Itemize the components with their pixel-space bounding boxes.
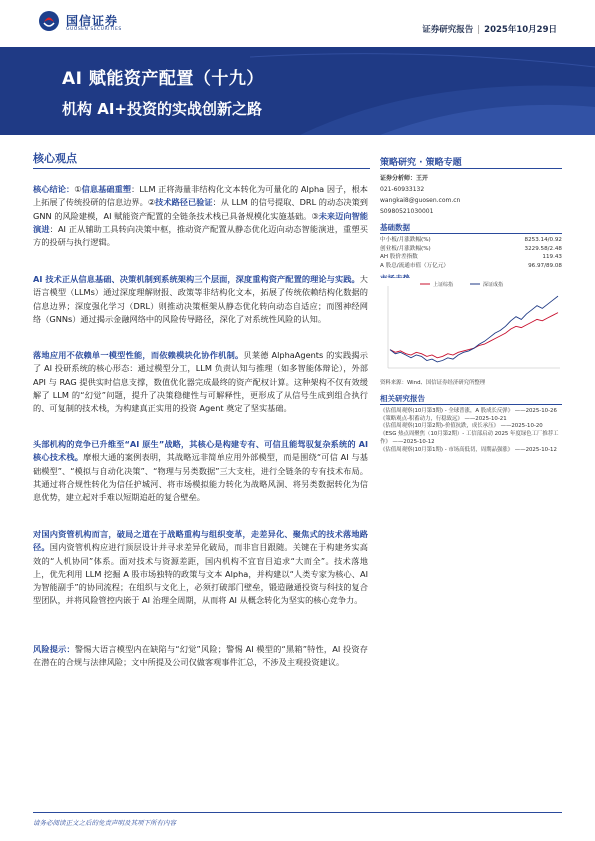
paragraph-body: 贝莱德 AlphaAgents 的实践揭示了 AI 投研系统的核心形态：通过模型分工，LLM 负责认知与推理（如多智能体辩论），外部 API 与 RAG 提供实时信息支撑，数值优化器完成最终的资产配权计算。这种架构不仅有效缓解了 LLM 的“幻觉”问题，提升了决策稳健性与可解释性，更形成了从信号生成到组合执行的、可复制的技术栈，为构建真正实用的投资 Agent 奠定了坚实基础。 xyxy=(33,350,368,414)
banner-wave-decoration xyxy=(0,47,595,135)
market-trend-chart xyxy=(380,278,564,376)
report-title: AI 赋能资产配置（十九） xyxy=(62,69,264,89)
row-label: AH 股价差指数 xyxy=(380,254,418,260)
footer-disclaimer: 请务必阅读正文之后的免责声明及其项下所有内容 xyxy=(33,819,176,827)
logo-english-text: GUOSEN SECURITIES xyxy=(66,27,122,32)
related-item[interactable]: 《估值周观察(10月第3期) - 全球普涨，A 股成长反弹》 ——2025-10-26 xyxy=(380,408,557,414)
text: 技术路径已验证 xyxy=(155,197,213,208)
report-meta: 证券研究报告 | 2025年10月29日 xyxy=(422,25,557,35)
analyst-cert: S0980521030001 xyxy=(380,208,434,215)
analyst-phone: 021-60933132 xyxy=(380,186,425,193)
paragraph-highlight: AI 技术正从信息基础、决策机制到系统架构三个层面，深度重构资产配置的理论与实践。 xyxy=(33,274,360,284)
row-value: 8253.14/0.92 xyxy=(524,237,562,243)
related-item[interactable]: 《估值周观察(10月第2期)-价值抗跌，成长承压》 ——2025-10-20 xyxy=(380,423,543,430)
market-row xyxy=(380,236,562,245)
text: 未来迈向智能演进 xyxy=(33,210,368,234)
paragraph-highlight: 对国内资管机构而言，破局之道在于战略重构与组织变革，走差异化、聚焦式的技术落地路径。 xyxy=(33,529,368,553)
paragraph-domestic xyxy=(33,528,368,608)
paragraph-competition xyxy=(33,438,368,504)
logo-text: 国信证券 xyxy=(66,14,119,28)
analyst-name: 证券分析师：王开 xyxy=(380,175,429,182)
report-subtitle: 机构 AI+投资的实战创新之路 xyxy=(62,100,262,118)
text: ：LLM 正将海量非结构化文本转化为可量化的 Alpha 因子，根本上拓展了传统投研的信息边界。② xyxy=(33,184,368,208)
paragraph-highlight: 落地应用不依赖单一模型性能，而依赖模块化协作机制。 xyxy=(33,350,244,360)
paragraph-body: 大语言模型（LLMs）通过深度理解财报、政策等非结构化文本，拓展了传统依赖结构化数据的信息边界；深度强化学习（DRL）则推动决策框架从静态优化转向动态自适应；而图神经网络（GNNs）通过揭示金融网络中的风险传导路径，深化了对系统性风险的认知。 xyxy=(33,274,368,324)
row-value: 3229.58/2.48 xyxy=(524,245,562,252)
related-item[interactable]: 《策略观点-积蓄动力，行稳致远》 ——2025-10-21 xyxy=(380,415,507,422)
conclusion-lead: 核心结论： xyxy=(33,184,75,194)
core-conclusion xyxy=(33,183,368,249)
row-label: 中小板/月涨跌幅(%) xyxy=(380,237,431,243)
paragraph-body: 国内资管机构应进行顶层设计并寻求差异化破局，而非盲目跟随。关键在于构建务实高效的“人机协同”体系。面对技术与资源差距，国内机构不宜盲目追求“大而全”。技术落地上，优先利用 LLM 挖掘 A 股市场独特的政策与文本 Alpha，并构建以“人类专家为核心、AI 为智能副手”的协同流程；在组织与文化上，必须打破部门壁垒，锻造融通投资与科技的复合型团队，并将风险管控内嵌于 AI 治理全周期，从而将 AI 从概念转化为坚实的核心竞争力。 xyxy=(33,542,368,606)
related-item[interactable]: 《估值周观察(10月第1期) - 市场高低切，周期品强涨》 ——2025-10-12 xyxy=(380,446,557,453)
market-row xyxy=(380,262,562,271)
text: ：从 LLM 的信号提取、DRL 的动态决策到 GNN 的风险建模，AI 赋能资产配置的全链条技术栈已具备规模化实施基础。③ xyxy=(33,197,368,221)
row-value: 96.97/89.08 xyxy=(528,262,562,269)
report-date: 2025年10月29日 xyxy=(484,25,557,35)
text: 信息基础重塑 xyxy=(81,184,132,194)
related-divider xyxy=(380,404,562,405)
related-item[interactable]: 《ESG 热点周聚焦（10月第2期）- 工信部启动 2025 年度绿色工厂推荐工作》 ——2025-10-12 xyxy=(380,431,559,445)
market-row xyxy=(380,245,562,254)
category-heading: 策略研究 · 策略专题 xyxy=(380,158,462,168)
paragraph-body: 摩根大通的案例表明，其战略远非简单应用外部模型，而是围绕“可信 AI 与基础模型”、“模拟与自动化决策”、“物理与另类数据”三大支柱，进行全链条的专有技术布局。其通过将合规性转化为信任护城河、将市场模拟能力转化为战略风洞、将另类数据转化为信息优势，建立起对手难以短期追赶的复合壁垒。 xyxy=(33,452,368,503)
market-data-table xyxy=(380,236,562,270)
paragraph-highlight: 头部机构的竞争已升维至“AI 原生”战略，其核心是构建专有、可信且能驾驭复杂系统的 AI 核心技术栈。 xyxy=(33,439,368,463)
core-heading: 核心观点 xyxy=(33,152,77,165)
core-divider xyxy=(33,168,370,169)
legend-label: 上证综指 xyxy=(433,282,454,288)
category-divider xyxy=(380,168,562,169)
paragraph-application xyxy=(33,349,368,415)
chart-source: 资料来源：Wind、国信证券经济研究所整理 xyxy=(380,380,486,386)
related-list xyxy=(380,408,564,454)
market-row xyxy=(380,253,562,262)
risk-heading: 风险提示： xyxy=(33,644,75,654)
row-label: A 股总/流通市值（万亿元） xyxy=(380,262,450,269)
guosen-logo-icon xyxy=(38,10,60,32)
text: ① xyxy=(74,184,82,194)
report-type: 证券研究报告 xyxy=(422,25,474,35)
chart-background xyxy=(380,278,564,376)
title-banner xyxy=(0,47,595,135)
analyst-email[interactable]: wangkai8@guosen.com.cn xyxy=(380,197,461,204)
paragraph-tech xyxy=(33,273,368,326)
market-data-divider xyxy=(380,233,562,234)
related-heading: 相关研究报告 xyxy=(380,394,425,403)
row-value: 119.43 xyxy=(542,254,562,260)
text: ：AI 正从辅助工具转向决策中枢，推动资产配置从静态优化迈向动态智能演进，重塑买方的投研与执行逻辑。 xyxy=(33,223,368,248)
market-data-heading: 基础数据 xyxy=(380,223,410,232)
legend-label: 深证成指 xyxy=(483,282,504,288)
paragraph-body: 警惕大语言模型内在缺陷与“幻觉”风险；警惕 AI 模型的“黑箱”特性，AI 投资存在潜在的合规与法律风险；文中所提及公司仅做客观事件汇总，不涉及主观投资建议。 xyxy=(33,644,368,668)
row-label: 创业板/月涨跌幅(%) xyxy=(380,245,431,252)
paragraph-risk xyxy=(33,643,368,670)
footer-divider xyxy=(33,812,562,813)
